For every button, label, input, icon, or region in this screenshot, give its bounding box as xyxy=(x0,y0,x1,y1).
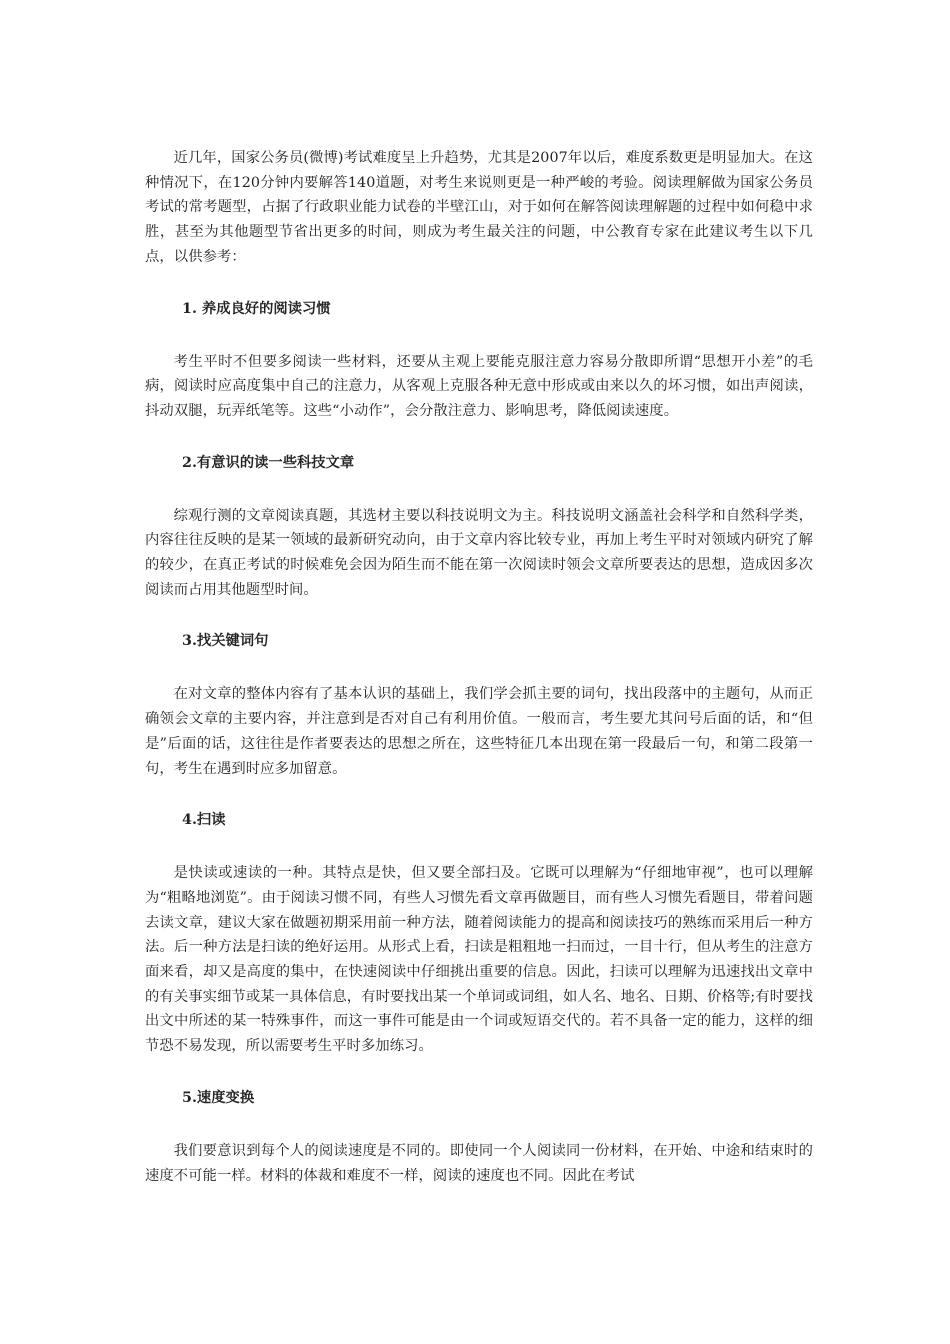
section-body-1: 考生平时不但要多阅读一些材料，还要从主观上要能克服注意力容易分散即所谓“思想开小差”的毛病，阅读时应高度集中自己的注意力，从客观上克服各种无意中形成或由来以久的坏习惯，如出声阅读，抖动双腿，玩弄纸笔等。这些“小动作”，会分散注意力、影响思考，降低阅读速度。 xyxy=(145,353,813,419)
section-heading-5: 5.速度变换 xyxy=(182,1089,255,1106)
section-heading-4: 4.扫读 xyxy=(182,812,226,829)
section-heading-1: 1. 养成良好的阅读习惯 xyxy=(182,300,331,317)
document-page xyxy=(145,146,813,1215)
section-body-4: 是快读或速读的一种。其特点是快，但又要全部扫及。它既可以理解为“仔细地审视”，也可以理解为“粗略地浏览”。由于阅读习惯不同，有些人习惯先看文章再做题目，而有些人习惯先看题目，带着问题去读文章，建议大家在做题初期采用前一种方法，随着阅读能力的提高和阅读技巧的熟练而采用后一种方法。后一种方法是扫读的绝好运用。从形式上看，扫读是粗粗地一扫而过，一目十行，但从考生的注意方面来看，却又是高度的集中，在快速阅读中仔细挑出重要的信息。因此，扫读可以理解为迅速找出文章中的有关事实细节或某一具体信息，有时要找出某一个单词或词组，如人名、地名、日期、价格等;有时要找出文中所述的某一特殊事件，而这一事件可能是由一个词或短语交代的。若不具备一定的能力，这样的细节恐不易发现，所以需要考生平时多加练习。 xyxy=(145,865,813,1055)
section-body-3: 在对文章的整体内容有了基本认识的基础上，我们学会抓主要的词句，找出段落中的主题句，从而正确领会文章的主要内容，并注意到是否对自己有利用价值。一般而言，考生要尤其问号后面的话，和“但是”后面的话，这往往是作者要表达的思想之所在，这些特征几本出现在第一段最后一句，和第二段第一句，考生在遇到时应多加留意。 xyxy=(145,686,813,777)
section-heading-2: 2.有意识的读一些科技文章 xyxy=(182,454,355,471)
section-body-5: 我们要意识到每个人的阅读速度是不同的。即使同一个人阅读同一份材料，在开始、中途和结束时的速度不可能一样。材料的体裁和难度不一样，阅读的速度也不同。因此在考试 xyxy=(145,1142,813,1184)
section-body-2: 综观行测的文章阅读真题，其选材主要以科技说明文为主。科技说明文涵盖社会科学和自然科学类，内容往往反映的是某一领域的最新研究动向，由于文章内容比较专业，再加上考生平时对领域内研究了解的较少，在真正考试的时候难免会因为陌生而不能在第一次阅读时领会文章所要表达的思想，造成因多次阅读而占用其他题型时间。 xyxy=(145,507,813,598)
intro-paragraph: 近几年，国家公务员(微博)考试难度呈上升趋势，尤其是2007年以后，难度系数更是明显加大。在这种情况下，在120分钟内要解答140道题，对考生来说则更是一种严峻的考验。阅读理解做为国家公务员考试的常考题型，占据了行政职业能力试卷的半壁江山，对于如何在解答阅读理解题的过程中如何稳中求胜，甚至为其他题型节省出更多的时间，则成为考生最关注的问题，中公教育专家在此建议考生以下几点，以供参考： xyxy=(145,150,813,265)
section-heading-3: 3.找关键词句 xyxy=(182,633,269,650)
